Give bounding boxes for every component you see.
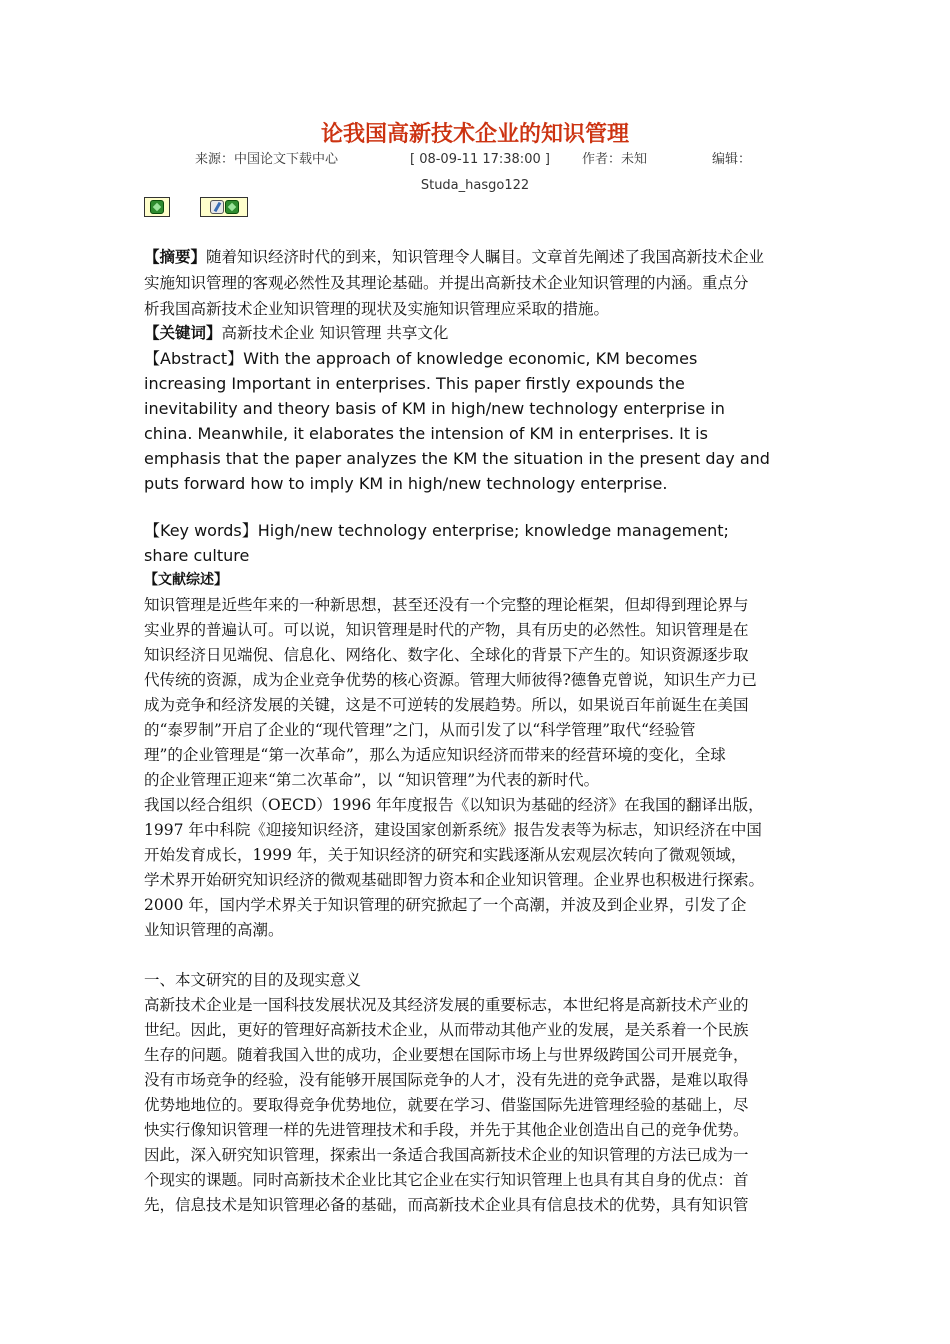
meta-time: [ 08-09-11 17:38:00 ] <box>410 152 550 167</box>
meta-author: 作者：未知 <box>582 152 648 167</box>
meta-editor: 编辑： <box>712 152 752 167</box>
review-line: 1997 年中科院《迎接知识经济，建设国家创新系统》报告发表等为标志，知识经济在中国 <box>144 821 762 839</box>
meta-source: 来源：中国论文下载中心 <box>195 152 339 167</box>
go-icon <box>225 200 239 214</box>
meta-editor-name: Studa_hasgo122 <box>420 178 530 193</box>
abstract-cn-line: 实施知识管理的客观必然性及其理论基础。并提出高新技术企业知识管理的内涵。重点分 <box>144 274 749 292</box>
abstract-en-line: 【Abstract】With the approach of knowledge economic, KM becomes <box>144 349 698 368</box>
edit-icon <box>210 200 224 214</box>
review-line: 开始发育成长，1999 年，关于知识经济的研究和实践逐渐从宏观层次转向了微观领域， <box>144 846 747 864</box>
section1-line: 优势地地位的。要取得竞争优势地位，就要在学习、借鉴国际先进管理经验的基础上，尽 <box>144 1096 749 1114</box>
section1-line: 快实行像知识管理一样的先进管理技术和手段，并先于其他企业创造出自己的竞争优势。 <box>144 1121 749 1139</box>
keywords-en-line: share culture <box>144 546 250 565</box>
keywords-cn-label: 【关键词】 <box>144 324 222 342</box>
section1-line: 个现实的课题。同时高新技术企业比其它企业在实行知识管理上也具有其自身的优点：首 <box>144 1171 749 1189</box>
review-line: 实业界的普遍认可。可以说，知识管理是时代的产物，具有历史的必然性。知识管理是在 <box>144 621 749 639</box>
keywords-en-line: 【Key words】High/new technology enterprise; knowledge management; <box>144 521 729 540</box>
review-line: 代传统的资源，成为企业竞争优势的核心资源。管理大师彼得?德鲁克曾说，知识生产力已 <box>144 671 757 689</box>
review-line: 的企业管理正迎来“第二次革命”，以 “知识管理”为代表的新时代。 <box>144 771 600 789</box>
abstract-cn-line: 【摘要】随着知识经济时代的到来，知识管理令人瞩目。文章首先阐述了我国高新技术企业 <box>144 248 765 266</box>
section1-line: 高新技术企业是一国科技发展状况及其经济发展的重要标志，本世纪将是高新技术产业的 <box>144 996 749 1014</box>
section1-line: 因此，深入研究知识管理，探索出一条适合我国高新技术企业的知识管理的方法已成为一 <box>144 1146 749 1164</box>
abstract-cn-line: 析我国高新技术企业知识管理的现状及实施知识管理应采取的措施。 <box>144 300 610 318</box>
edit-button[interactable] <box>200 197 248 217</box>
review-label: 【文献综述】 <box>144 572 228 588</box>
abstract-en-line: inevitability and theory basis of KM in high/new technology enterprise in <box>144 399 725 418</box>
review-line: 理”的企业管理是“第一次革命”，那么为适应知识经济而带来的经营环境的变化，全球 <box>144 746 726 764</box>
review-line: 的“泰罗制”开启了企业的“现代管理”之门，从而引发了以“科学管理”取代“经验管 <box>144 721 696 739</box>
abstract-en-label: 【Abstract】 <box>144 349 244 368</box>
section1-line: 没有市场竞争的经验，没有能够开展国际竞争的人才，没有先进的竞争武器，是难以取得 <box>144 1071 749 1089</box>
abstract-en-line: puts forward how to imply KM in high/new technology enterprise. <box>144 474 668 493</box>
review-line: 成为竞争和经济发展的关键，这是不可逆转的发展趋势。所以，如果说百年前诞生在美国 <box>144 696 749 714</box>
review-line: 业知识管理的高潮。 <box>144 921 284 939</box>
review-line: 知识管理是近些年来的一种新思想，甚至还没有一个完整的理论框架，但却得到理论界与 <box>144 596 749 614</box>
review-line: 我国以经合组织（OECD）1996 年年度报告《以知识为基础的经济》在我国的翻译出版， <box>144 796 764 814</box>
review-line: 2000 年，国内学术界关于知识管理的研究掀起了一个高潮，并波及到企业界，引发了企 <box>144 896 747 914</box>
section1-line: 生存的问题。随着我国入世的成功，企业要想在国际市场上与世界级跨国公司开展竞争， <box>144 1046 749 1064</box>
article-title: 论我国高新技术企业的知识管理 <box>320 122 629 147</box>
section1-line: 世纪。因此，更好的管理好高新技术企业，从而带动其他产业的发展，是关系着一个民族 <box>144 1021 749 1039</box>
print-button[interactable] <box>144 197 170 217</box>
abstract-en-line: china. Meanwhile, it elaborates the intension of KM in enterprises. It is <box>144 424 708 443</box>
print-icon <box>150 200 164 214</box>
review-line: 学术界开始研究知识经济的微观基础即智力资本和企业知识管理。企业界也积极进行探索。 <box>144 871 765 889</box>
section1-heading: 一、本文研究的目的及现实意义 <box>144 971 362 989</box>
keywords-cn: 【关键词】高新技术企业 知识管理 共享文化 <box>144 324 449 342</box>
abstract-en-line: emphasis that the paper analyzes the KM the situation in the present day and <box>144 449 770 468</box>
abstract-en-line: increasing Important in enterprises. This paper firstly expounds the <box>144 374 685 393</box>
section1-line: 先，信息技术是知识管理必备的基础，而高新技术企业具有信息技术的优势，具有知识管 <box>144 1196 749 1214</box>
keywords-en-label: 【Key words】 <box>144 521 258 540</box>
review-line: 知识经济日见端倪、信息化、网络化、数字化、全球化的背景下产生的。知识资源逐步取 <box>144 646 749 664</box>
abstract-cn-label: 【摘要】 <box>144 248 207 266</box>
